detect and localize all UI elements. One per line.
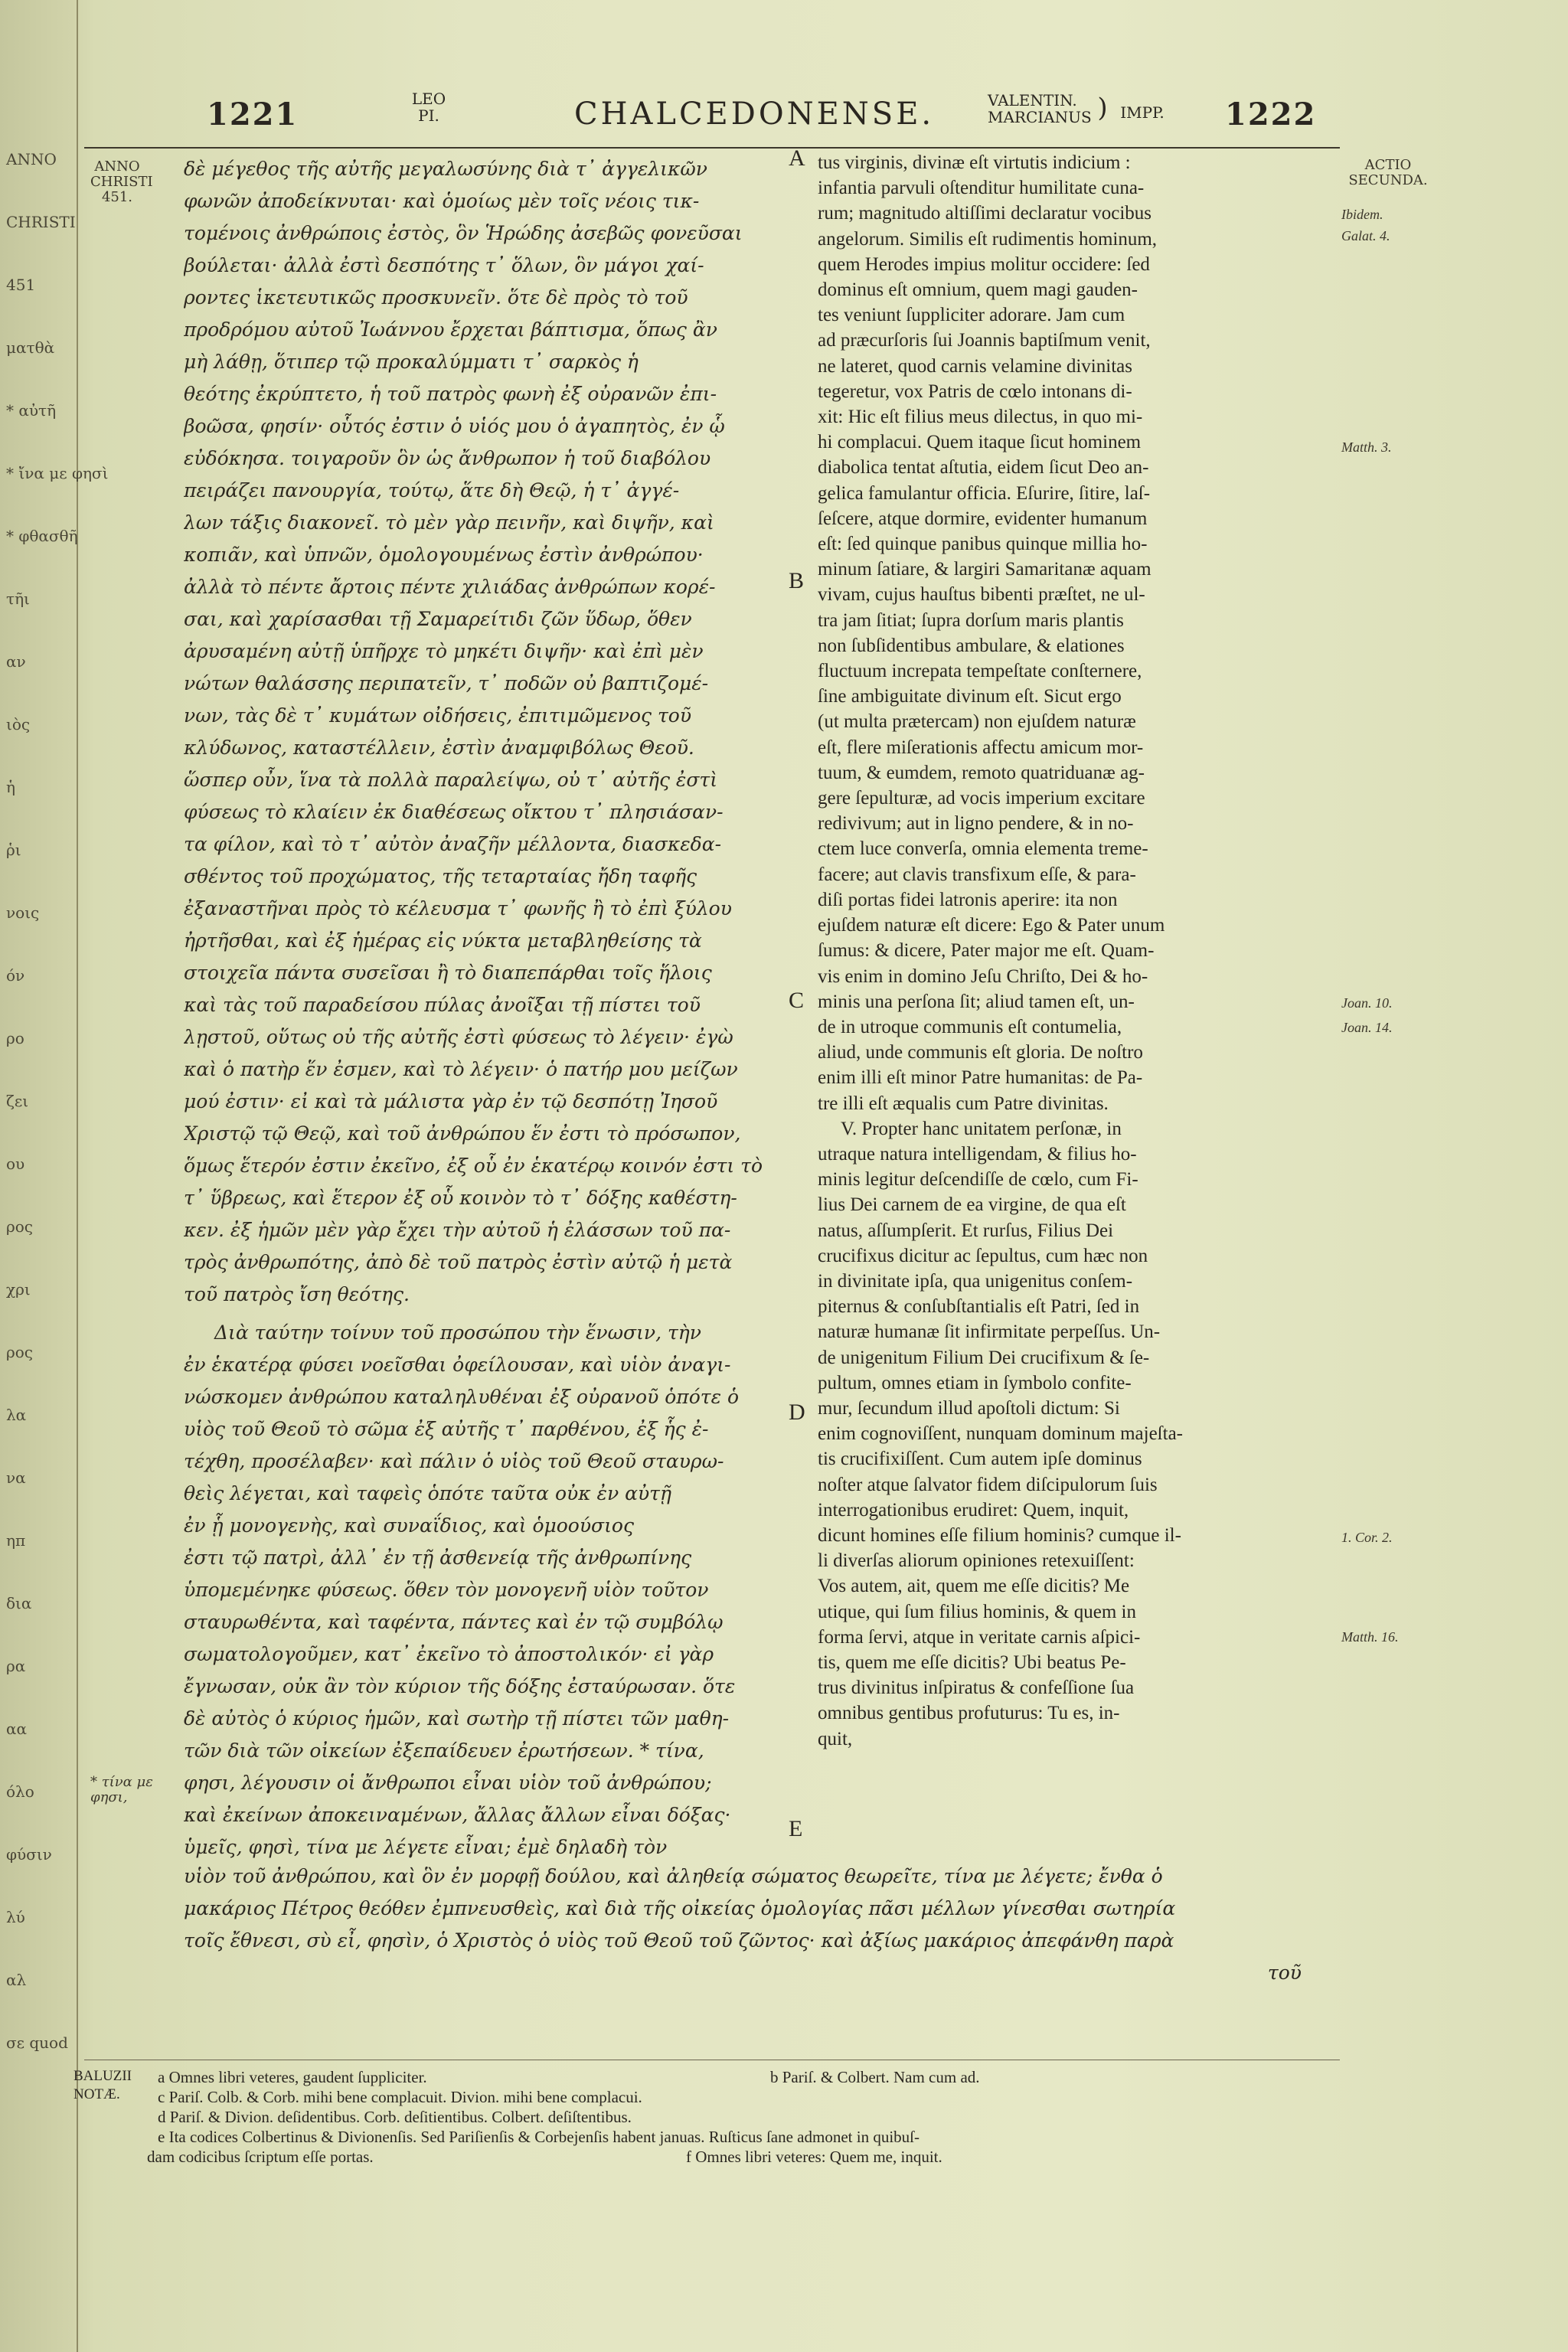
latin-line: fluctuum increpata tempeſtate conſternere, xyxy=(818,661,1142,682)
facing-page-fragment: ρα xyxy=(6,1657,26,1675)
greek-line: ὑπομεμένηκε φύσεως. ὅθεν τὸν μονογενῆ υἱὸν τοῦτον xyxy=(184,1579,709,1601)
latin-line: utique, qui ſum filius hominis, & quem in xyxy=(818,1601,1136,1622)
latin-line: ad præcurſoris ſui Joannis baptiſmum venit, xyxy=(818,330,1151,351)
latin-line: enim cognoviſſent, nunquam dominum majeſta- xyxy=(818,1423,1183,1445)
greek-line: δὲ μέγεθος τῆς αὐτῆς μεγαλωσύνης διὰ τ᾿ ἀγγελικῶν xyxy=(184,158,707,180)
section-letter-d: D xyxy=(789,1400,805,1425)
greek-line: κοπιᾶν, καὶ ὑπνῶν, ὁμολογουμένως ἐστὶν ἀνθρώπου· xyxy=(184,544,704,566)
page-number-right: 1222 xyxy=(1225,96,1317,132)
note-e-2: dam codicibus ſcriptum eſſe portas. xyxy=(147,2148,374,2166)
header-leo-number: PI. xyxy=(418,106,439,125)
latin-line: de unigenitum Filium Dei crucifixum & ſe- xyxy=(818,1347,1150,1368)
greek-line: στοιχεῖα πάντα συσεῖσαι ἢ τὸ διαπεπάρθαι τοῖς ἥλοις xyxy=(184,962,712,984)
latin-line: quem Herodes impius molitur occidere: ſed xyxy=(818,253,1150,275)
greek-line: σταυρωθέντα, καὶ ταφέντα, πάντες καὶ ἐν τῷ συμβόλῳ xyxy=(184,1611,724,1633)
latin-line: tegeretur, vox Patris de cœlo intonans di- xyxy=(818,381,1132,402)
latin-line: enim illi eſt minor Patre humanitas: de Pa- xyxy=(818,1067,1143,1089)
year-label: 451. xyxy=(101,189,133,205)
latin-line: forma ſervi, atque in veritate carnis aſpici- xyxy=(818,1626,1141,1648)
facing-page-fragment: λα xyxy=(6,1406,27,1424)
latin-line: minum ſatiare, & largiri Samaritanæ aquam xyxy=(818,559,1152,580)
note-b: b Pariſ. & Colbert. Nam cum ad. xyxy=(770,2068,980,2086)
running-header xyxy=(0,90,1568,136)
latin-line: tra jam ſitiat; ſupra dorſum maris plantis xyxy=(818,609,1124,631)
greek-line: τομένοις ἀνθρώποις ἐστὸς, ὃν Ἡρώδης ἀσεβῶς φονεῦσαι xyxy=(184,222,743,244)
latin-line: interrogationibus erudiret: Quem, inquit, xyxy=(818,1499,1129,1521)
facing-page-fragment: λύ xyxy=(6,1908,25,1926)
facing-page-fragment: * φθασθῆ xyxy=(6,527,78,545)
latin-line: de in utroque communis eſt contumelia, xyxy=(818,1016,1122,1037)
greek-line: τ᾿ ὕβρεως, καὶ ἕτερον ἐξ οὗ κοινὸν τὸ τ᾿ δόξης καθέστη- xyxy=(184,1187,737,1209)
greek-line: υἱὸς τοῦ Θεοῦ τὸ σῶμα ἐξ αὐτῆς τ᾿ παρθένου, ἐξ ἧς ἐ- xyxy=(184,1418,709,1440)
latin-line: tis crucifixiſſent. Cum autem ipſe dominus xyxy=(818,1449,1142,1470)
facing-page-fragment: ἡ xyxy=(6,778,15,796)
greek-line: ἠρτῆσθαι, καὶ ἐξ ἡμέρας εἰς νύκτα μεταβληθείσης τὰ xyxy=(184,929,702,952)
greek-line: σαι, καὶ χαρίσασθαι τῇ Σαμαρείτιδι ζῶν ὕδωρ, ὅθεν xyxy=(184,608,692,630)
latin-line: ejuſdem naturæ eſt dicere: Ego & Pater unum xyxy=(818,915,1165,936)
secunda-label: SECUNDA. xyxy=(1348,172,1428,188)
greek-line: εὐδόκησα. τοιγαροῦν ὃν ὡς ἄνθρωπον ἡ τοῦ διαβόλου xyxy=(184,447,711,469)
note-f: f Omnes libri veteres: Quem me, inquit. xyxy=(686,2148,942,2166)
ref-galat: Galat. 4. xyxy=(1341,228,1390,243)
greek-full-line: μακάριος Πέτρος θεόθεν ἐμπνευσθεὶς, καὶ διὰ τῆς οἰκείας ὁμολογίας πᾶσι μέλλων γίνεσθαι σωτηρία xyxy=(184,1897,1176,1919)
facing-page-fragment: νοις xyxy=(6,903,40,922)
greek-line: δὲ αὐτὸς ὁ κύριος ἡμῶν, καὶ σωτὴρ τῇ πίστει τῶν μαθη- xyxy=(184,1707,730,1730)
header-leo-label: LEO xyxy=(411,90,446,108)
header-leo xyxy=(406,90,452,124)
facing-page-fragment: αν xyxy=(6,652,26,671)
page-number-left: 1221 xyxy=(207,96,299,132)
greek-line: φησι, λέγουσιν οἱ ἄνθρωποι εἶναι υἱὸν τοῦ ἀνθρώπου; xyxy=(184,1772,712,1794)
latin-line: non ſubſidentibus ambulare, & elationes xyxy=(818,635,1125,656)
latin-line: crucifixus dicitur ac ſepultus, cum hæc non xyxy=(818,1245,1148,1266)
facing-page-fragment: αλ xyxy=(6,1971,27,1989)
greek-line: σθέντος τοῦ προχώματος, τῆς τεταρταίας ἤδη ταφῆς xyxy=(184,865,697,887)
latin-line: aliud, unde communis eſt gloria. De noſtro xyxy=(818,1042,1143,1063)
latin-line: lius Dei carnem de ea virgine, de qua eſt xyxy=(818,1194,1126,1216)
greek-line: νων, τὰς δὲ τ᾿ κυμάτων οἰδήσεις, ἐπιτιμῶμενος τοῦ xyxy=(184,704,692,727)
facing-page-fragment: ρο xyxy=(6,1029,24,1047)
facing-page-fragment: ηπ xyxy=(6,1531,26,1550)
ref-joan-10: Joan. 10. xyxy=(1341,995,1393,1011)
latin-line: quit, xyxy=(818,1728,853,1749)
latin-line: redivivum; aut in ligno pendere, & in no- xyxy=(818,813,1134,835)
latin-column xyxy=(818,150,1338,1752)
greek-line: ροντες ἱκετευτικῶς προσκυνεῖν. ὅτε δὲ πρὸς τὸ τοῦ xyxy=(184,286,688,309)
greek-line: θεότης ἐκρύπτετο, ἡ τοῦ πατρὸς φωνὴ ἐξ οὐρανῶν ἐπι- xyxy=(184,383,717,405)
ref-joan-14: Joan. 14. xyxy=(1341,1020,1393,1035)
greek-line: ὥσπερ οὖν, ἵνα τὰ πολλὰ παραλείψω, οὐ τ᾿ αὐτῆς ἐστὶ xyxy=(184,769,718,791)
latin-line: naturæ humanæ ſit infirmitate perpeſſus. Un- xyxy=(818,1321,1161,1343)
latin-line: tis, quem me eſſe dicitis? Ubi beatus Pe- xyxy=(818,1651,1126,1673)
greek-line: φωνῶν ἀποδείκνυται· καὶ ὁμοίως μὲν τοῖς νέοις τικ- xyxy=(184,190,700,212)
greek-line: νώσκομεν ἀνθρώπου καταληλυθέναι ἐξ οὐρανοῦ ὁπότε ὁ xyxy=(184,1386,740,1408)
greek-full-line: τοῦ xyxy=(1267,1962,1302,1984)
section-letter-a: A xyxy=(789,145,805,171)
section-letter-e: E xyxy=(789,1816,803,1841)
latin-line: tus virginis, divinæ eſt virtutis indicium : xyxy=(818,152,1131,173)
note-d: d Pariſ. & Divion. deſidentibus. Corb. deſitientibus. Colbert. deſiſtentibus. xyxy=(158,2108,632,2126)
latin-line: eſt: ſed quinque panibus quinque millia ho- xyxy=(818,534,1148,555)
facing-page-fragment: ρος xyxy=(6,1217,33,1236)
greek-line: μού ἐστιν· εἰ καὶ τὰ μάλιστα γὰρ ἐν τῷ δεσπότῃ Ἰησοῦ xyxy=(184,1090,718,1112)
latin-line: rum; magnitudo altiſſimi declaratur vocibus xyxy=(818,203,1152,224)
facing-page-fragment: δια xyxy=(6,1594,32,1612)
page-title: CHALCEDONENSE. xyxy=(574,96,935,132)
latin-line: noſter atque ſalvator fidem diſcipulorum ſuis xyxy=(818,1474,1158,1495)
facing-page-fragment: να xyxy=(6,1468,26,1487)
greek-column xyxy=(184,153,796,1864)
header-valentin: VALENTIN. xyxy=(988,91,1077,109)
greek-full-width-text xyxy=(184,1860,1332,1989)
latin-line: piternus & conſubſtantialis eſt Patri, ſed in xyxy=(818,1296,1140,1318)
header-rule xyxy=(84,147,1340,149)
ref-ibidem: Ibidem. xyxy=(1341,207,1383,222)
latin-line: vis enim in domino Jeſu Chriſto, Dei & ho- xyxy=(818,965,1148,987)
greek-line: θεὶς λέγεται, καὶ ταφεὶς ὁπότε ταῦτα οὐκ ἐν αὐτῇ xyxy=(184,1482,671,1504)
latin-line: omnibus gentibus profuturus: Tu es, in- xyxy=(818,1703,1120,1724)
greek-line: βοῶσα, φησίν· οὗτός ἐστιν ὁ υἱός μου ὁ ἀγαπητὸς, ἐν ᾧ xyxy=(184,415,725,437)
greek-line: τῶν διὰ τῶν οἰκείων ἐξεπαίδευεν ἐρωτήσεων. * τίνα, xyxy=(184,1740,704,1762)
latin-line: pultum, omnes etiam in ſymbolo confite- xyxy=(818,1372,1132,1393)
paragraph-gap xyxy=(184,1311,796,1317)
greek-line: πειράζει πανουργία, τούτῳ, ἅτε δὴ Θεῷ, ἡ τ᾿ ἀγγέ- xyxy=(184,479,680,501)
latin-line: tuum, & eumdem, remoto quatriduanæ ag- xyxy=(818,762,1145,783)
greek-line: καὶ ὁ πατὴρ ἕν ἐσμεν, καὶ τὸ λέγειν· ὁ πατήρ μου μείζων xyxy=(184,1058,738,1080)
facing-page-fragment: ANNO xyxy=(6,150,57,168)
latin-line: ſumus: & dicere, Pater major me eſt. Quam- xyxy=(818,940,1155,962)
greek-line: λων τάξις διακονεῖ. τὸ μὲν γὰρ πεινῆν, καὶ διψῆν, καὶ xyxy=(184,511,714,534)
facing-page-fragment: όν xyxy=(6,966,25,985)
greek-line: ὑμεῖς, φησὶ, τίνα με λέγετε εἶναι; ἐμὲ δηλαδὴ τὸν xyxy=(184,1836,668,1858)
greek-full-line: τοῖς ἔθνεσι, σὺ εἶ, φησὶν, ὁ Χριστὸς ὁ υἱὸς τοῦ Θεοῦ τοῦ ζῶντος· καὶ ἀξίως μακάριος ἀπεφάνθη παρὰ xyxy=(184,1929,1174,1952)
facing-page-fragment: ιὸς xyxy=(6,715,31,733)
latin-line: infantia parvuli oſtenditur humilitate cuna- xyxy=(818,178,1145,199)
greek-line: σωματολογοῦμεν, κατ᾿ ἐκεῖνο τὸ ἀποστολικόν· εἰ γὰρ xyxy=(184,1643,714,1665)
actio-note xyxy=(1346,158,1430,188)
ref-matth-3: Matth. 3. xyxy=(1341,439,1392,455)
greek-line: ἔγνωσαν, οὐκ ἂν τὸν κύριον τῆς δόξης ἐσταύρωσαν. ὅτε xyxy=(184,1675,736,1697)
greek-line: ἐστι τῷ πατρὶ, ἀλλ᾿ ἐν τῇ ἀσθενείᾳ τῆς ἀνθρωπίνης xyxy=(184,1547,692,1569)
facing-page-fragment: τῆι xyxy=(6,590,30,608)
facing-page-fragment: * αὐτῆ xyxy=(6,401,57,420)
greek-line: ἐν ᾗ μονογενὴς, καὶ συναΐδιος, καὶ ὁμοούσιος xyxy=(184,1514,634,1537)
latin-line: ne lateret, quod carnis velamine divinitas xyxy=(818,355,1132,377)
notes-label-baluzii: BALUZII xyxy=(74,2068,132,2084)
latin-line: mur, ſecundum illud apoſtoli dictum: Si xyxy=(818,1397,1120,1419)
greek-line: τέχθη, προσέλαβεν· καὶ πάλιν ὁ υἱὸς τοῦ Θεοῦ σταυρω- xyxy=(184,1450,724,1472)
latin-line: diſi portas fidei latronis aperire: ita non xyxy=(818,889,1118,910)
facing-page-fragment: ματθὰ xyxy=(6,338,55,357)
greek-line: νώτων θαλάσσης περιπατεῖν, τ᾿ ποδῶν οὐ βαπτιζομέ- xyxy=(184,672,709,694)
greek-line: ἐξαναστῆναι πρὸς τὸ κέλευσμα τ᾿ φωνῆς ἢ τὸ ἐπὶ ξύλου xyxy=(184,897,732,920)
facing-page-fragment: * ἴνα με φησὶ xyxy=(6,464,109,482)
header-impp: IMPP. xyxy=(1120,103,1165,122)
latin-line: facere; aut clavis transfixum eſſe, & para- xyxy=(818,864,1136,885)
latin-line: minis legitur deſcendiſſe de cœlo, cum Fi- xyxy=(818,1169,1138,1191)
latin-line: diabolica tentat aſtutia, eidem ſicut Deo an- xyxy=(818,457,1149,479)
anno-label: ANNO xyxy=(94,158,140,175)
latin-line: in divinitate ipſa, qua unigenitus conſem- xyxy=(818,1270,1133,1292)
latin-line: tre illi eſt æqualis cum Patre divinitas. xyxy=(818,1093,1109,1114)
greek-line: τοῦ πατρὸς ἴση θεότης. xyxy=(184,1283,410,1305)
greek-line: καὶ ἐκείνων ἀποκειναμένων, ἄλλας ἄλλων εἶναι δόξας· xyxy=(184,1804,731,1826)
latin-line: li diverſas aliorum opiniones retexuiſſent: xyxy=(818,1550,1135,1572)
facing-page-fragment: ου xyxy=(6,1155,25,1173)
header-emperors xyxy=(988,91,1092,126)
greek-line: τρὸς ἀνθρωπότης, ἀπὸ δὲ τοῦ πατρὸς ἐστὶν αὐτῷ ἡ μετὰ xyxy=(184,1251,733,1273)
facing-page-fragment: 451 xyxy=(6,276,36,294)
greek-line: ἀρυσαμένη αὐτῇ ὑπῆρχε τὸ μηκέτι διψῆν· καὶ ἐπὶ μὲν xyxy=(184,640,704,662)
greek-line: μὴ λάθῃ, ὅτιπερ τῷ προκαλύμματι τ᾿ σαρκὸς ἡ xyxy=(184,351,639,373)
greek-line: ἀλλὰ τὸ πέντε ἄρτοις πέντε χιλιάδας ἀνθρώπων κορέ- xyxy=(184,576,716,598)
header-marcianus: MARCIANUS xyxy=(988,108,1092,126)
facing-page-fragment: ζει xyxy=(6,1092,29,1110)
notes-label xyxy=(74,2067,135,2104)
ref-matth-16: Matth. 16. xyxy=(1341,1629,1399,1645)
latin-line: V. Propter hanc unitatem perſonæ, in xyxy=(841,1118,1122,1139)
greek-line: λῃστοῦ, οὕτως οὐ τῆς αὐτῆς ἐστὶ φύσεως τὸ λέγειν· ἐγὼ xyxy=(184,1026,733,1048)
actio-label: ACTIO xyxy=(1364,157,1412,173)
facing-page-fragment: CHRISTI xyxy=(6,213,76,231)
greek-full-line: υἱὸν τοῦ ἀνθρώπου, καὶ ὃν ἐν μορφῇ δούλου, καὶ ἀληθείᾳ σώματος θεωρεῖτε, τίνα με λέγετε; ἔνθα ὁ xyxy=(184,1865,1163,1887)
latin-line: ſine ambiguitate divinum eſt. Sicut ergo xyxy=(818,686,1122,707)
facing-page-fragment: φύσιν xyxy=(6,1845,52,1864)
section-letter-c: C xyxy=(789,988,805,1013)
facing-page-fragment: σε quod xyxy=(6,2034,68,2052)
greek-line: καὶ τὰς τοῦ παραδείσου πύλας ἀνοῖξαι τῇ πίστει τοῦ xyxy=(184,994,701,1016)
greek-line: προδρόμου αὐτοῦ Ἰωάννου ἔρχεται βάπτισμα, ὅπως ἂν xyxy=(184,318,717,341)
latin-line: hi complacui. Quem itaque ſicut hominem xyxy=(818,432,1142,453)
latin-line: xit: Hic eſt filius meus dilectus, in quo mi- xyxy=(818,407,1143,428)
latin-line: utraque natura intelligendam, & filius ho- xyxy=(818,1143,1137,1165)
section-letter-b: B xyxy=(789,568,805,593)
greek-line: ὅμως ἕτερόν ἐστιν ἐκεῖνο, ἐξ οὗ ἐν ἑκατέρῳ κοινόν ἐστι τὸ xyxy=(184,1155,763,1177)
greek-line: φύσεως τὸ κλαίειν ἐκ διαθέσεως οἴκτου τ᾿ πλησιάσαν- xyxy=(184,801,724,823)
header-brace: ) xyxy=(1097,93,1108,123)
greek-line: βούλεται· ἀλλὰ ἐστὶ δεσπότης τ᾿ ὅλων, ὃν μάγοι χαί- xyxy=(184,254,704,276)
greek-margin-note: * τίνα με φησι, xyxy=(90,1774,153,1805)
latin-line: dominus eſt omnium, quem magi gauden- xyxy=(818,279,1138,301)
note-a: a Omnes libri veteres, gaudent ſuppliciter. xyxy=(158,2068,427,2086)
notes-label-notae: NOTÆ. xyxy=(74,2086,120,2102)
greek-line: κλύδωνος, καταστέλλειν, ἐστὶν ἀναμφιβόλως Θεοῦ. xyxy=(184,737,694,759)
facing-page-fragment: ῥι xyxy=(6,841,21,859)
anno-christi-note xyxy=(90,158,153,205)
greek-line: τα φίλον, καὶ τὸ τ᾿ αὐτὸν ἀναζῆν μέλλοντα, διασκεδα- xyxy=(184,833,722,855)
latin-line: gelica famulantur officia. Eſurire, ſitire, laſ- xyxy=(818,482,1151,504)
latin-line: Vos autem, ait, quem me eſſe dicitis? Me xyxy=(818,1576,1130,1597)
facing-page-fragment: ρος xyxy=(6,1343,33,1361)
latin-line: vivam, cujus hauſtus bibenti præſtet, ne ul- xyxy=(818,584,1145,606)
latin-line: ctem luce converſa, omnia elementa treme- xyxy=(818,838,1148,860)
christi-label: CHRISTI xyxy=(90,174,153,190)
facing-page-fragment: αα xyxy=(6,1720,28,1738)
latin-line: (ut multa prætercam) non ejuſdem naturæ xyxy=(818,711,1136,733)
note-c: c Pariſ. Colb. & Corb. mihi bene complacuit. Divion. mihi bene complacui. xyxy=(158,2088,642,2106)
latin-line: minis una perſona ſit; aliud tamen eſt, un- xyxy=(818,991,1135,1012)
latin-line: trus divinitus inſpiratus & confeſſione ſua xyxy=(818,1677,1135,1699)
latin-line: angelorum. Similis eſt rudimentis hominum, xyxy=(818,228,1158,250)
greek-line: κεν. ἐξ ἡμῶν μὲν γὰρ ἔχει τὴν αὐτοῦ ἡ ἐλάσσων τοῦ πα- xyxy=(184,1219,731,1241)
greek-line: ἐν ἑκατέρᾳ φύσει νοεῖσθαι ὀφείλουσαν, καὶ υἱὸν ἀναγι- xyxy=(184,1354,731,1376)
latin-line: natus, aſſumpſerit. Et rurſus, Filius Dei xyxy=(818,1220,1114,1241)
facing-page-fragment: όλο xyxy=(6,1782,34,1801)
ref-1-cor-2: 1. Cor. 2. xyxy=(1341,1530,1393,1545)
latin-line: tes veniunt ſuppliciter adorare. Jam cum xyxy=(818,305,1125,326)
facing-page-fragment: χρι xyxy=(6,1280,31,1298)
latin-line: ſeſcere, atque dormire, evidenter humanum xyxy=(818,508,1148,529)
latin-line: gere ſepulturæ, ad vocis imperium excitare xyxy=(818,788,1145,809)
note-e-1: e Ita codices Colbertinus & Divionenſis. Sed Pariſienſis & Corbejenſis habent januas. Ruſticus ſane admonet in quibuſ- xyxy=(158,2128,920,2146)
greek-line: Χριστῷ τῷ Θεῷ, καὶ τοῦ ἀνθρώπου ἕν ἐστι τὸ πρόσωπον, xyxy=(184,1122,741,1145)
latin-line: eſt, flere miſerationis affectu amicum mor- xyxy=(818,737,1144,758)
latin-line: dicunt homines eſſe filium hominis? cumque il- xyxy=(818,1524,1181,1546)
greek-line: Διὰ ταύτην τοίνυν τοῦ προσώπου τὴν ἕνωσιν, τὴν xyxy=(214,1321,701,1344)
